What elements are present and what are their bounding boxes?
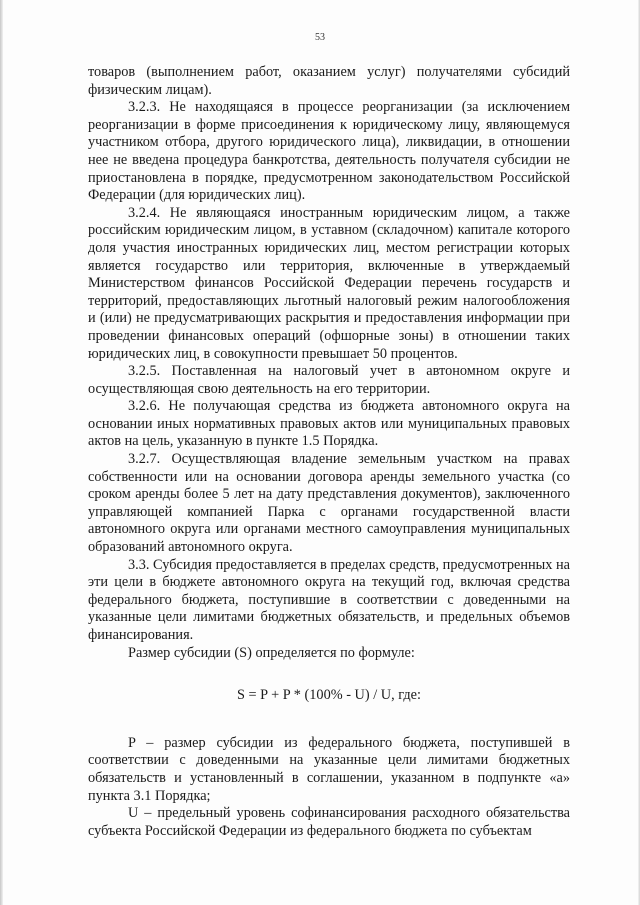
- page-number: 53: [315, 32, 325, 43]
- paragraph-continuation: товаров (выполнением работ, оказанием услуг) получателями субсидий физическим лицам).: [88, 64, 570, 98]
- paragraph-3-2-4: 3.2.4. Не являющаяся иностранным юридическим лицом, а также российским юридическим лицом, в уставном (складочном) капитале которого доля участия иностранных юридических лиц, местом регистрации которых является государство или территория, включенные в утверждаемый Министерством финансов Российской Федерации перечень государств и территорий, предоставляющих льготный налоговый режим налогообложения и (или) не предусматривающих раскрытия и предоставления информации при проведении финансовых операций (офшорные зоны) в отношении таких юридических лиц, в совокупности превышает 50 процентов.: [88, 204, 570, 362]
- paragraph-u-definition: U – предельный уровень софинансирования расходного обязательства субъекта Российской Федерации из федерального бюджета по субъектам: [88, 805, 570, 839]
- paragraph-3-2-5: 3.2.5. Поставленная на налоговый учет в автономном округе и осуществляющая свою деятельность на его территории.: [88, 363, 570, 397]
- document-body: [88, 64, 570, 840]
- paragraph-3-3: 3.3. Субсидия предоставляется в пределах средств, предусмотренных на эти цели в бюджете автономного округа на текущий год, включая средства федерального бюджета, поступившие в соответствии с доведенными на указанные цели лимитами бюджетных обязательств, и предельных объемов финансирования.: [88, 556, 570, 643]
- paragraph-formula-intro: Размер субсидии (S) определяется по формуле:: [128, 644, 415, 661]
- paragraph-3-2-6: 3.2.6. Не получающая средства из бюджета автономного округа на основании иных нормативных правовых актов или муниципальных правовых актов на цель, указанную в пункте 1.5 Порядка.: [88, 398, 570, 450]
- paragraph-3-2-3: 3.2.3. Не находящаяся в процессе реорганизации (за исключением реорганизации в форме присоединения к юридическому лицу, являющемуся участником отбора, другого юридического лица), ликвидации, в отношении нее не введена процедура банкротства, деятельность получателя субсидии не приостановлена в порядке, предусмотренном законодательством Российской Федерации (для юридических лиц).: [88, 99, 570, 204]
- scan-edge-left: [0, 0, 3, 905]
- subsidy-formula: S = P + P * (100% - U) / U, где:: [237, 687, 421, 704]
- paragraph-3-2-7: 3.2.7. Осуществляющая владение земельным участком на правах собственности или на основании договора аренды земельного участка (со сроком аренды более 5 лет на дату представления документов), заключенного управляющей компанией Парка с органами государственной власти автономного округа или органами местного самоуправления муниципальных образований автономного округа.: [88, 451, 570, 556]
- paragraph-p-definition: P – размер субсидии из федерального бюджета, поступившей в соответствии с доведенными на указанные цели лимитами бюджетных обязательств и установленный в соглашении, указанном в подпункте «а» пункта 3.1 Порядка;: [88, 734, 570, 804]
